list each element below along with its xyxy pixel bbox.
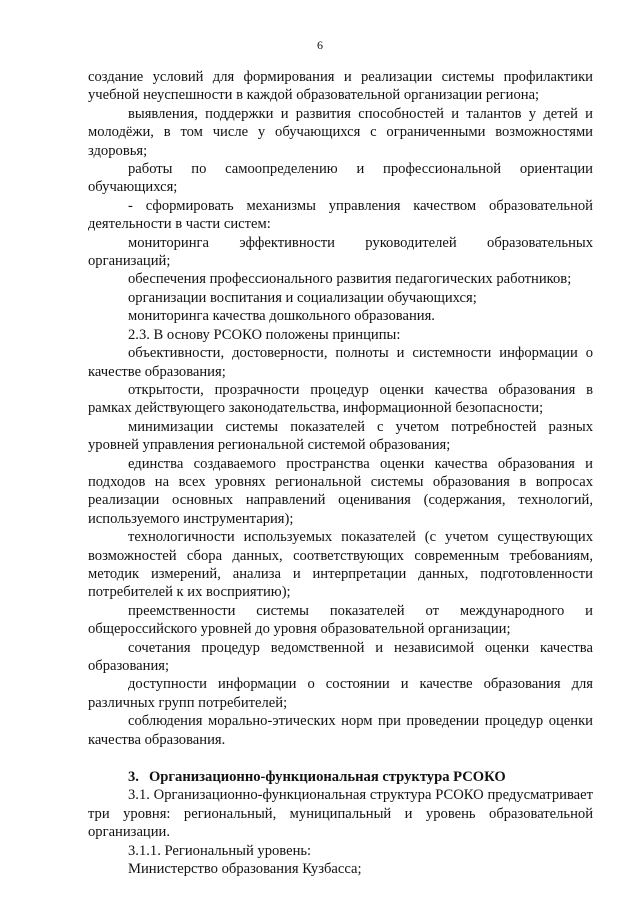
paragraph: сочетания процедур ведомственной и независимой оценки качества образования;: [88, 639, 593, 674]
paragraph: преемственности системы показателей от международного и общероссийского уровней до уровня образовательной организации;: [88, 602, 593, 638]
document-body: [88, 68, 593, 878]
paragraph: - сформировать механизмы управления качеством образовательной деятельности в части систем:: [88, 197, 593, 233]
section-3-title: Организационно-функциональная структура РСОКО: [148, 769, 506, 786]
paragraph: технологичности используемых показателей (с учетом существующих возможностей сбора данных, соответствующих современным требованиям, методик измерений, анализа и интерпретации данных, подготовленности потребителей к их восприятию);: [88, 529, 593, 601]
paragraph: работы по самоопределению и профессиональной ориентации обучающихся;: [88, 161, 593, 196]
section-3-paragraphs: [88, 786, 593, 878]
paragraph: открытости, прозрачности процедур оценки качества образования в рамках действующего законодательства, информационной безопасности;: [88, 381, 593, 417]
paragraph: создание условий для формирования и реализации системы профилактики учебной неуспешности в каждой образовательной организации региона;: [88, 69, 593, 104]
paragraph: мониторинга эффективности руководителей образовательных организаций;: [88, 234, 593, 270]
section-3-number: 3.: [128, 769, 139, 786]
paragraph: минимизации системы показателей с учетом потребностей разных уровней управления региональной системой образования;: [88, 418, 593, 454]
section-2-paragraphs: [88, 68, 593, 749]
section-3-heading: [88, 768, 593, 786]
paragraph: доступности информации о состоянии и качестве образования для различных групп потребителей;: [88, 676, 593, 711]
paragraph: единства создаваемого пространства оценки качества образования и подходов на всех уровнях региональной системы образования в вопросах реализации основных направлений оценивания (содержания, технологий, используемого инструментария);: [88, 455, 593, 527]
paragraph: 3.1. Организационно-функциональная структура РСОКО предусматривает три уровня: региональный, муниципальный и уровень образовательной организации.: [88, 787, 593, 841]
paragraph: соблюдения морально-этических норм при проведении процедур оценки качества образования.: [88, 713, 593, 748]
paragraph: Министерство образования Кузбасса;: [128, 861, 362, 878]
paragraph: выявления, поддержки и развития способностей и талантов у детей и молодёжи, в том числе у обучающихся с ограниченными возможностями здоровья;: [88, 105, 593, 159]
paragraph: объективности, достоверности, полноты и системности информации о качестве образования;: [88, 345, 593, 380]
page-number: 6: [317, 38, 323, 52]
paragraph: 2.3. В основу РСОКО положены принципы:: [128, 326, 401, 343]
paragraph: мониторинга качества дошкольного образования.: [128, 308, 435, 325]
paragraph: организации воспитания и социализации обучающихся;: [128, 289, 477, 306]
paragraph: обеспечения профессионального развития педагогических работников;: [128, 271, 572, 288]
paragraph: 3.1.1. Региональный уровень:: [128, 842, 312, 859]
